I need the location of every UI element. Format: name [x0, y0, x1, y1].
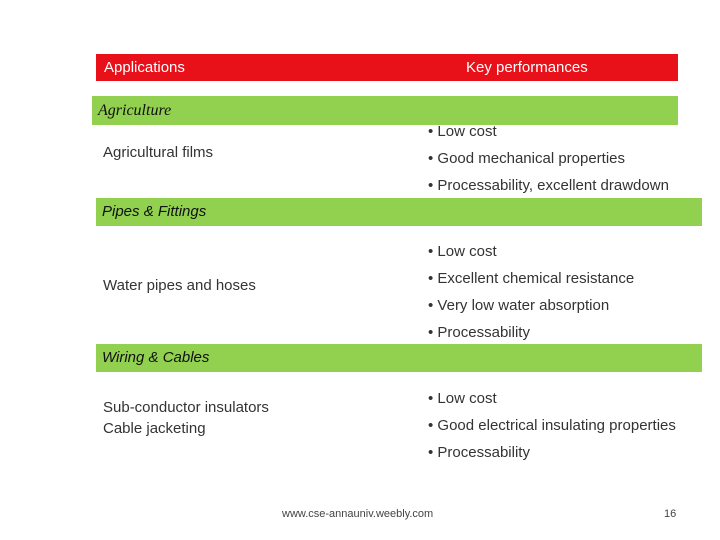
application-agricultural-films: Agricultural films	[103, 144, 214, 161]
perf-item: • Low cost	[428, 243, 497, 260]
section-wiring-cables	[96, 344, 702, 372]
perf-item: • Low cost	[428, 123, 497, 140]
section-title: Pipes & Fittings	[102, 203, 207, 220]
perf-item: • Good mechanical properties	[428, 150, 626, 167]
section-title: Wiring & Cables	[102, 349, 210, 366]
section-title: Agriculture	[98, 102, 172, 119]
perf-item: • Processability	[428, 324, 530, 341]
perf-item: • Low cost	[428, 390, 497, 407]
header-applications: Applications	[104, 59, 185, 76]
perf-item: • Processability	[428, 444, 530, 461]
section-agriculture	[92, 96, 678, 125]
application-wiring	[103, 397, 269, 439]
section-pipes-fittings	[96, 198, 702, 226]
page-number: 16	[664, 508, 677, 520]
header-key-performances: Key performances	[466, 59, 588, 76]
perf-item: • Very low water absorption	[428, 297, 610, 314]
footer-url: www.cse-annauniv.weebly.com	[282, 508, 434, 520]
perf-item: • Good electrical insulating properties	[428, 417, 676, 434]
application-water-pipes: Water pipes and hoses	[103, 277, 256, 294]
application-line: Cable jacketing	[103, 420, 206, 437]
application-line: Sub-conductor insulators	[103, 399, 269, 416]
perf-item: • Processability, excellent drawdown	[428, 177, 669, 194]
perf-item: • Excellent chemical resistance	[428, 270, 635, 287]
table-header	[96, 54, 678, 81]
